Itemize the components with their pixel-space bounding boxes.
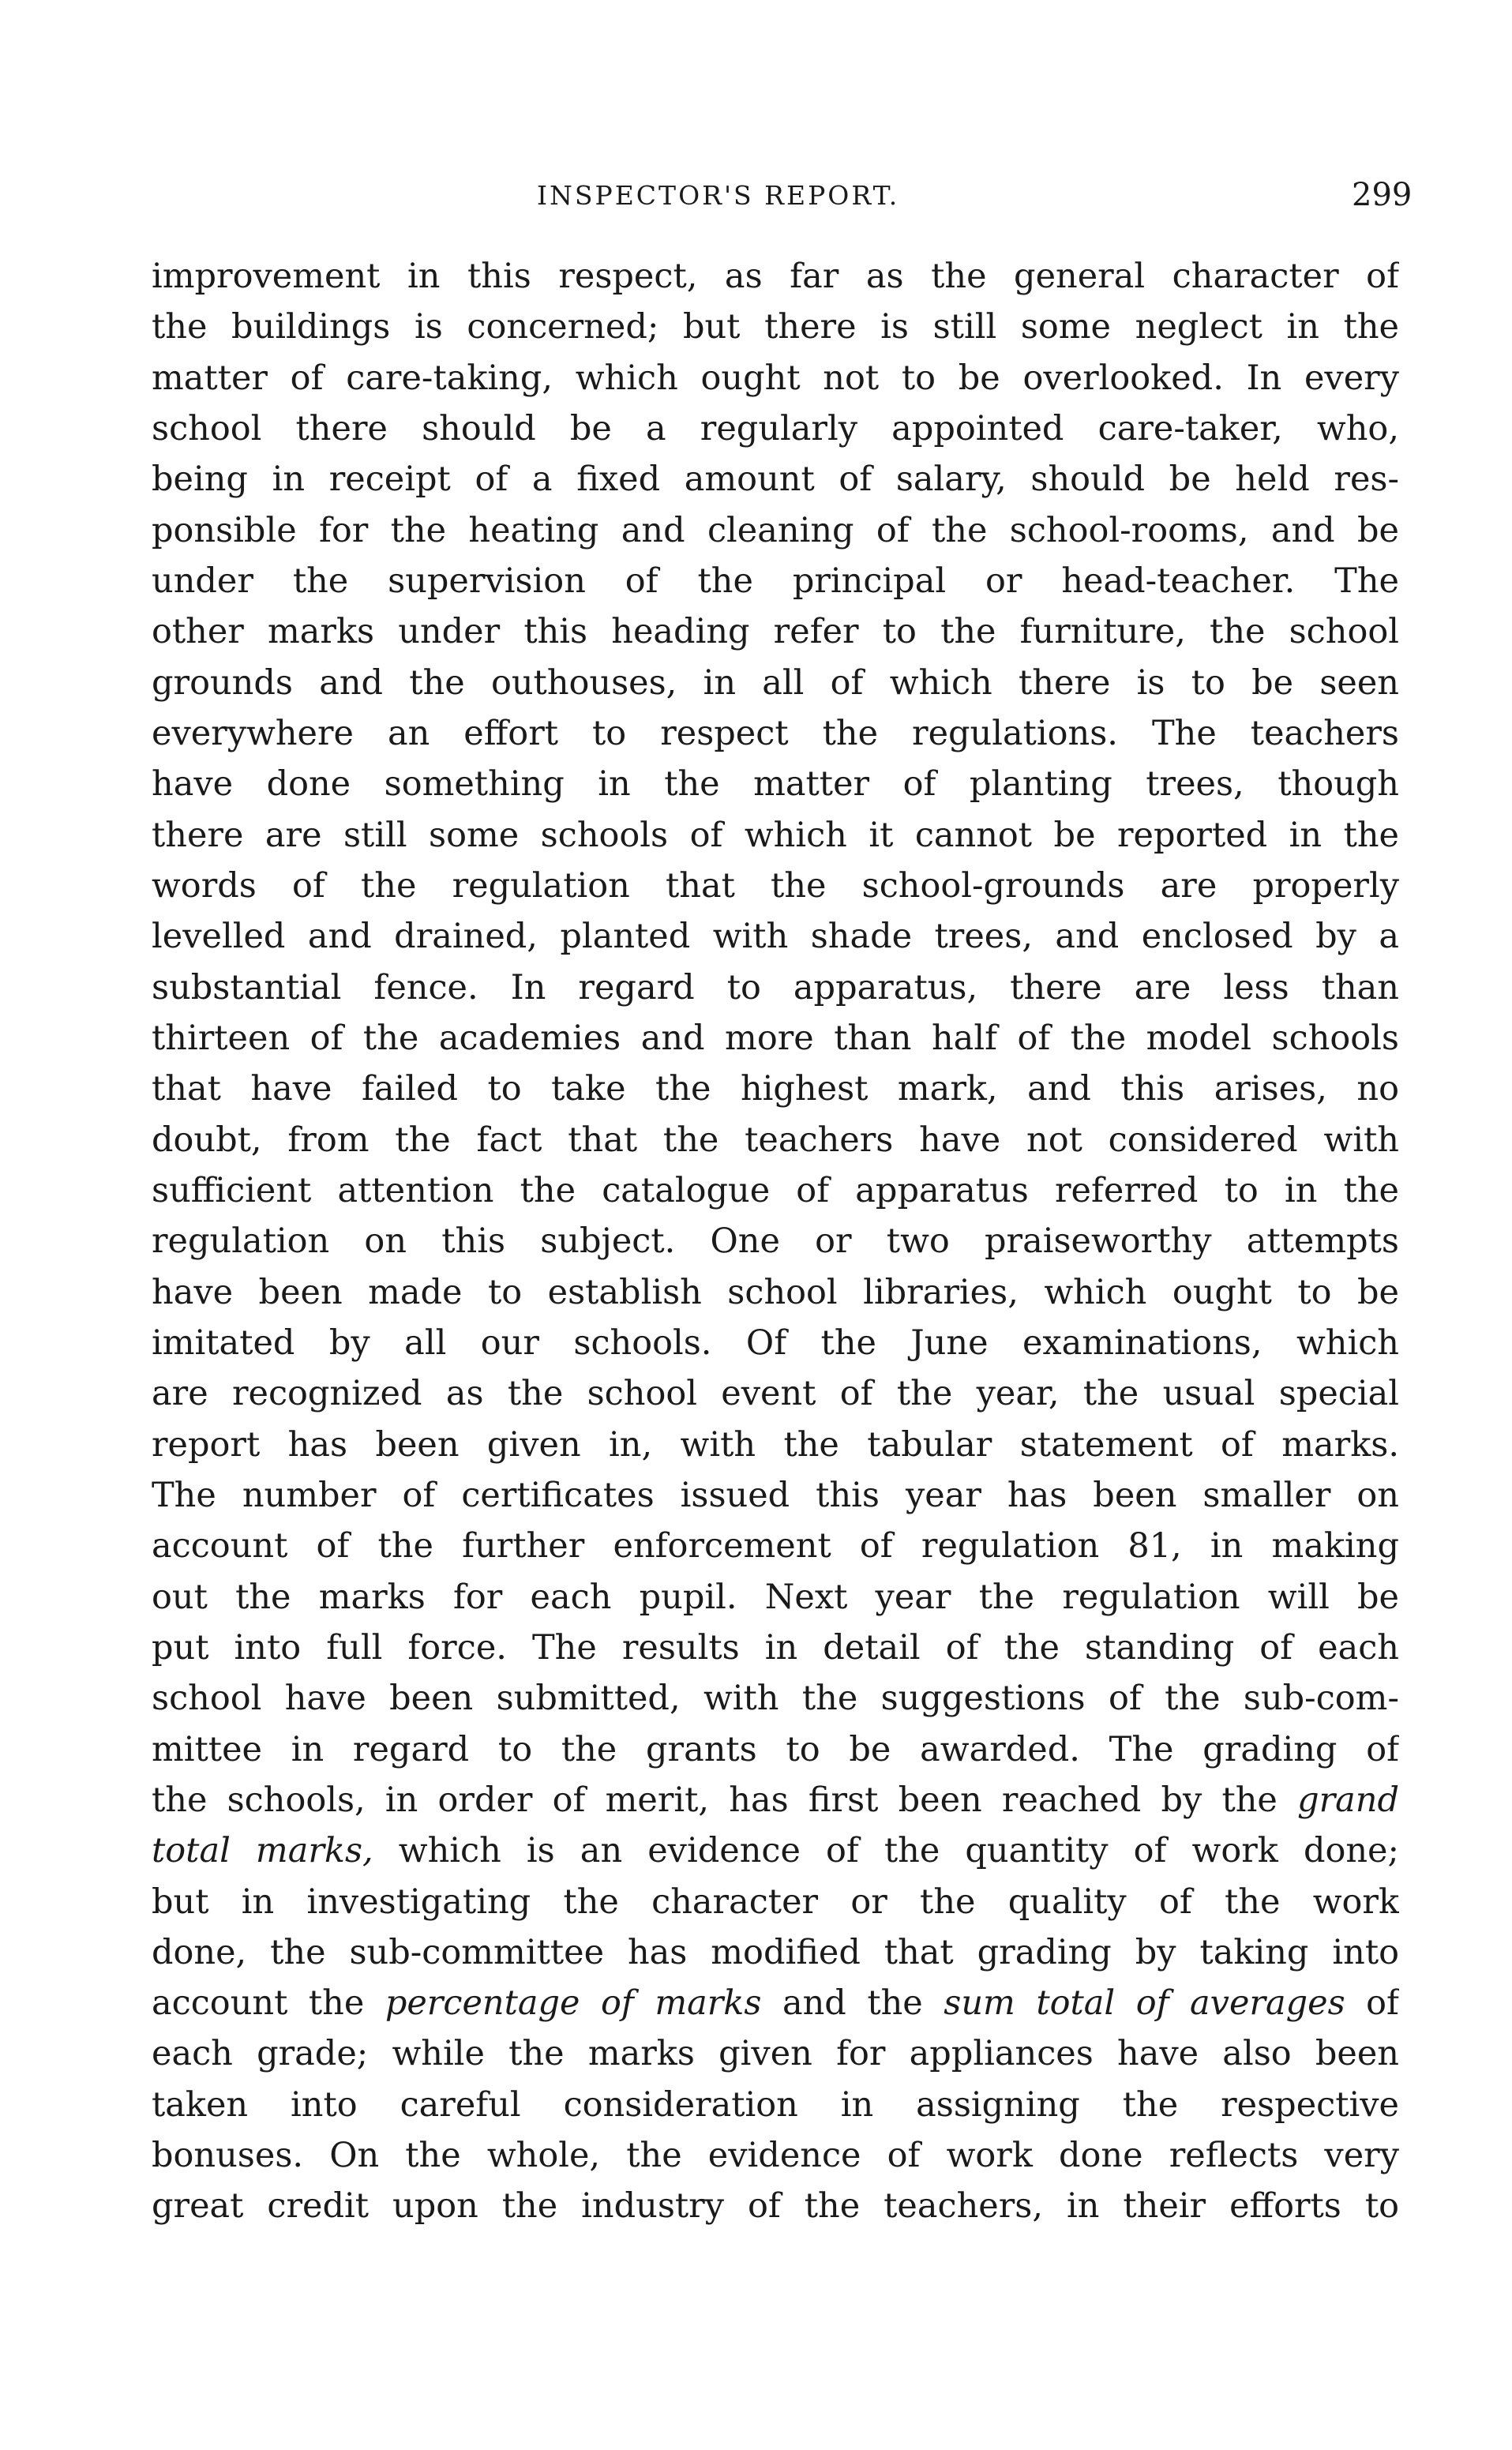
text-segment: thirteen of the academies and more than half of the model schools	[152, 1018, 1399, 1058]
text-segment: school have been submitted, with the suggestions of the sub-com-	[152, 1679, 1399, 1719]
text-segment: under the supervision of the principal or head-teacher. The	[152, 561, 1399, 601]
text-segment: that have failed to take the highest mark, and this arises, no	[152, 1069, 1399, 1109]
text-segment: have been made to establish school libraries, which ought to be	[152, 1272, 1399, 1312]
text-segment: matter of care-taking, which ought not to be overlooked. In every	[152, 358, 1399, 398]
text-segment: which is an evidence of the quantity of work done;	[373, 1831, 1399, 1871]
text-line	[152, 911, 1399, 962]
text-segment: account the	[152, 1983, 385, 2024]
page-number: 299	[1352, 177, 1413, 213]
text-segment: being in receipt of a fixed amount of salary, should be held res-	[152, 460, 1399, 500]
text-segment: school there should be a regularly appointed care-taker, who,	[152, 408, 1399, 448]
text-line	[152, 1825, 1399, 1876]
text-line	[152, 2181, 1399, 2231]
body-text	[152, 251, 1399, 2232]
text-line	[152, 1470, 1399, 1521]
text-segment: but in investigating the character or the quality of the work	[152, 1882, 1399, 1922]
text-segment: report has been given in, with the tabular statement of marks.	[152, 1424, 1399, 1465]
text-line	[152, 302, 1399, 352]
text-segment: regulation on this subject. One or two praiseworthy attempts	[152, 1221, 1399, 1262]
text-line	[152, 810, 1399, 861]
text-line	[152, 708, 1399, 759]
text-line	[152, 1267, 1399, 1318]
text-segment: The number of certificates issued this year has been smaller on	[152, 1475, 1399, 1515]
text-segment: done, the sub-committee has modified that grading by taking into	[152, 1932, 1399, 1972]
text-segment: the schools, in order of merit, has first been reached by the	[152, 1780, 1298, 1820]
text-line	[152, 962, 1399, 1013]
text-line	[152, 658, 1399, 708]
italic-text-segment: percentage of marks	[385, 1983, 762, 2024]
text-segment: put into full force. The results in detail of the standing of each	[152, 1627, 1399, 1668]
text-segment: each grade; while the marks given for appliances have also been	[152, 2034, 1399, 2074]
text-segment: taken into careful consideration in assigning the respective	[152, 2084, 1399, 2125]
text-line	[152, 1572, 1399, 1623]
text-segment: sufficient attention the catalogue of apparatus referred to in the	[152, 1170, 1399, 1210]
text-segment: improvement in this respect, as far as the general character of	[152, 257, 1399, 296]
text-line	[152, 1623, 1399, 1673]
text-line	[152, 1775, 1399, 1825]
text-line	[152, 2028, 1399, 2079]
text-line	[152, 1013, 1399, 1064]
text-line	[152, 861, 1399, 911]
text-segment: imitated by all our schools. Of the June examinations, which	[152, 1323, 1399, 1363]
text-line	[152, 454, 1399, 505]
text-line	[152, 353, 1399, 403]
text-segment: the buildings is concerned; but there is still some neglect in the	[152, 307, 1399, 347]
text-line	[152, 2080, 1399, 2130]
text-line	[152, 1368, 1399, 1419]
text-line	[152, 505, 1399, 556]
text-segment: are recognized as the school event of the year, the usual special	[152, 1374, 1399, 1414]
text-segment: account of the further enforcement of regulation 81, in making	[152, 1526, 1399, 1566]
italic-text-segment: total marks,	[152, 1831, 373, 1871]
text-line	[152, 1216, 1399, 1266]
text-segment: bonuses. On the whole, the evidence of work done reflects very	[152, 2136, 1399, 2176]
text-line	[152, 759, 1399, 809]
text-line	[152, 1724, 1399, 1775]
running-head: INSPECTOR'S REPORT.	[537, 180, 900, 211]
text-line	[152, 1673, 1399, 1724]
text-segment: grounds and the outhouses, in all of which there is to be seen	[152, 662, 1399, 703]
text-line	[152, 556, 1399, 606]
italic-text-segment: grand	[1297, 1780, 1399, 1820]
text-line	[152, 1877, 1399, 1927]
text-segment: other marks under this heading refer to the furniture, the school	[152, 612, 1399, 652]
text-segment: out the marks for each pupil. Next year the regulation will be	[152, 1577, 1399, 1617]
text-line	[152, 251, 1399, 302]
text-line	[152, 403, 1399, 454]
text-segment: words of the regulation that the school-grounds are properly	[152, 865, 1399, 906]
text-line	[152, 1927, 1399, 1978]
text-line	[152, 606, 1399, 657]
text-line	[152, 1165, 1399, 1216]
text-segment: doubt, from the fact that the teachers have not considered with	[152, 1120, 1399, 1160]
text-line	[152, 1115, 1399, 1165]
text-segment: great credit upon the industry of the teachers, in their efforts to	[152, 2186, 1399, 2227]
text-segment: ponsible for the heating and cleaning of the school-rooms, and be	[152, 510, 1399, 550]
text-line	[152, 2130, 1399, 2181]
text-line	[152, 1318, 1399, 1368]
italic-text-segment: sum total of averages	[944, 1983, 1345, 2024]
text-segment: mittee in regard to the grants to be awarded. The grading of	[152, 1729, 1399, 1769]
text-line	[152, 1420, 1399, 1470]
text-segment: have done something in the matter of planting trees, though	[152, 764, 1399, 805]
text-line	[152, 1521, 1399, 1571]
text-segment: there are still some schools of which it cannot be reported in the	[152, 815, 1399, 855]
text-line	[152, 1064, 1399, 1114]
text-segment: substantial fence. In regard to apparatus, there are less than	[152, 967, 1399, 1007]
text-segment: and the	[761, 1983, 944, 2024]
text-segment: levelled and drained, planted with shade trees, and enclosed by a	[152, 917, 1399, 957]
text-line	[152, 1978, 1399, 2028]
text-segment: everywhere an effort to respect the regulations. The teachers	[152, 713, 1399, 753]
text-segment: of	[1345, 1983, 1399, 2024]
